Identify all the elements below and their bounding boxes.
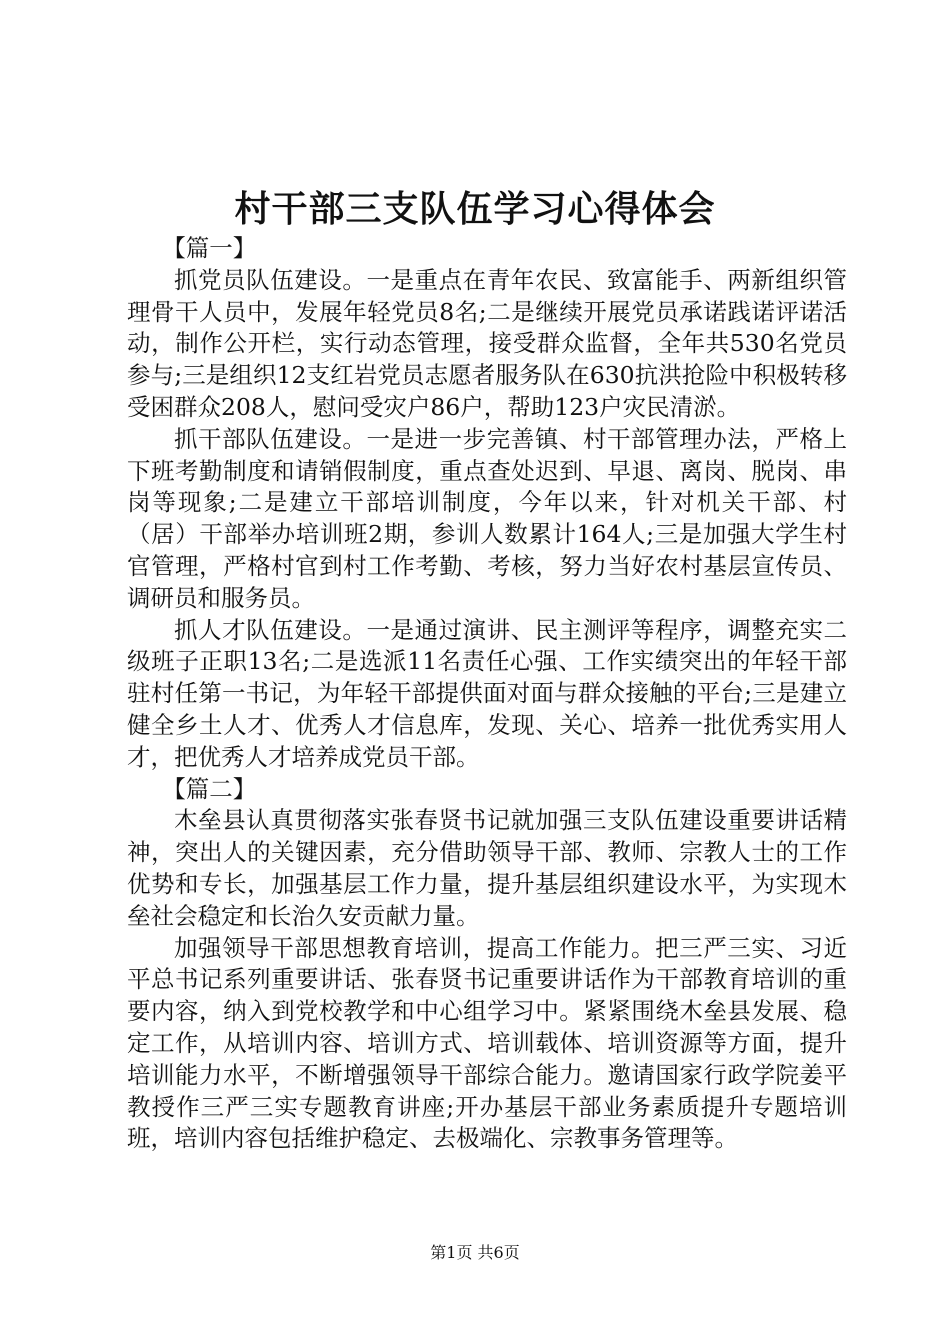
document-body — [127, 233, 847, 1155]
section-heading: 【篇一】 — [162, 234, 257, 262]
section-1 — [127, 233, 847, 774]
paragraph: 抓人才队伍建设。一是通过演讲、民主测评等程序，调整充实二级班子正职13名;二是选派11名责任心强、工作实绩突出的年轻干部驻村任第一书记，为年轻干部提供面对面与群众接触的平台;三是建立健全乡土人才、优秀人才信息库，发现、关心、培养一批优秀实用人才，把优秀人才培养成党员干部。 — [127, 615, 847, 771]
section-heading: 【篇二】 — [162, 774, 257, 803]
page-footer: 第1页 共6页 — [430, 1243, 520, 1262]
document-title: 村干部三支队伍学习心得体会 — [234, 189, 716, 230]
paragraph: 木垒县认真贯彻落实张春贤书记就加强三支队伍建设重要讲话精神，突出人的关键因素，充分借助领导干部、教师、宗教人士的工作优势和专长，加强基层工作力量，提升基层组织建设水平，为实现木垒社会稳定和长治久安贡献力量。 — [127, 806, 847, 930]
paragraph: 抓党员队伍建设。一是重点在青年农民、致富能手、两新组织管理骨干人员中，发展年轻党员8名;二是继续开展党员承诺践诺评诺活动，制作公开栏，实行动态管理，接受群众监督，全年共530名党员参与;三是组织12支红岩党员志愿者服务队在630抗洪抢险中积极转移受困群众208人，慰问受灾户86户，帮助123户灾民清淤。 — [127, 265, 847, 421]
section-2 — [127, 774, 847, 1156]
paragraph: 抓干部队伍建设。一是进一步完善镇、村干部管理办法，严格上下班考勤制度和请销假制度，重点查处迟到、早退、离岗、脱岗、串岗等现象;二是建立干部培训制度，今年以来，针对机关干部、村（居）干部举办培训班2期，参训人数累计164人;三是加强大学生村官管理，严格村官到村工作考勤、考核，努力当好农村基层宣传员、调研员和服务员。 — [127, 424, 847, 612]
paragraph: 加强领导干部思想教育培训，提高工作能力。把三严三实、习近平总书记系列重要讲话、张春贤书记重要讲话作为干部教育培训的重要内容，纳入到党校教学和中心组学习中。紧紧围绕木垒县发展、稳定工作，从培训内容、培训方式、培训载体、培训资源等方面，提升培训能力水平，不断增强领导干部综合能力。邀请国家行政学院姜平教授作三严三实专题教育讲座;开办基层干部业务素质提升专题培训班，培训内容包括维护稳定、去极端化、宗教事务管理等。 — [127, 933, 847, 1153]
